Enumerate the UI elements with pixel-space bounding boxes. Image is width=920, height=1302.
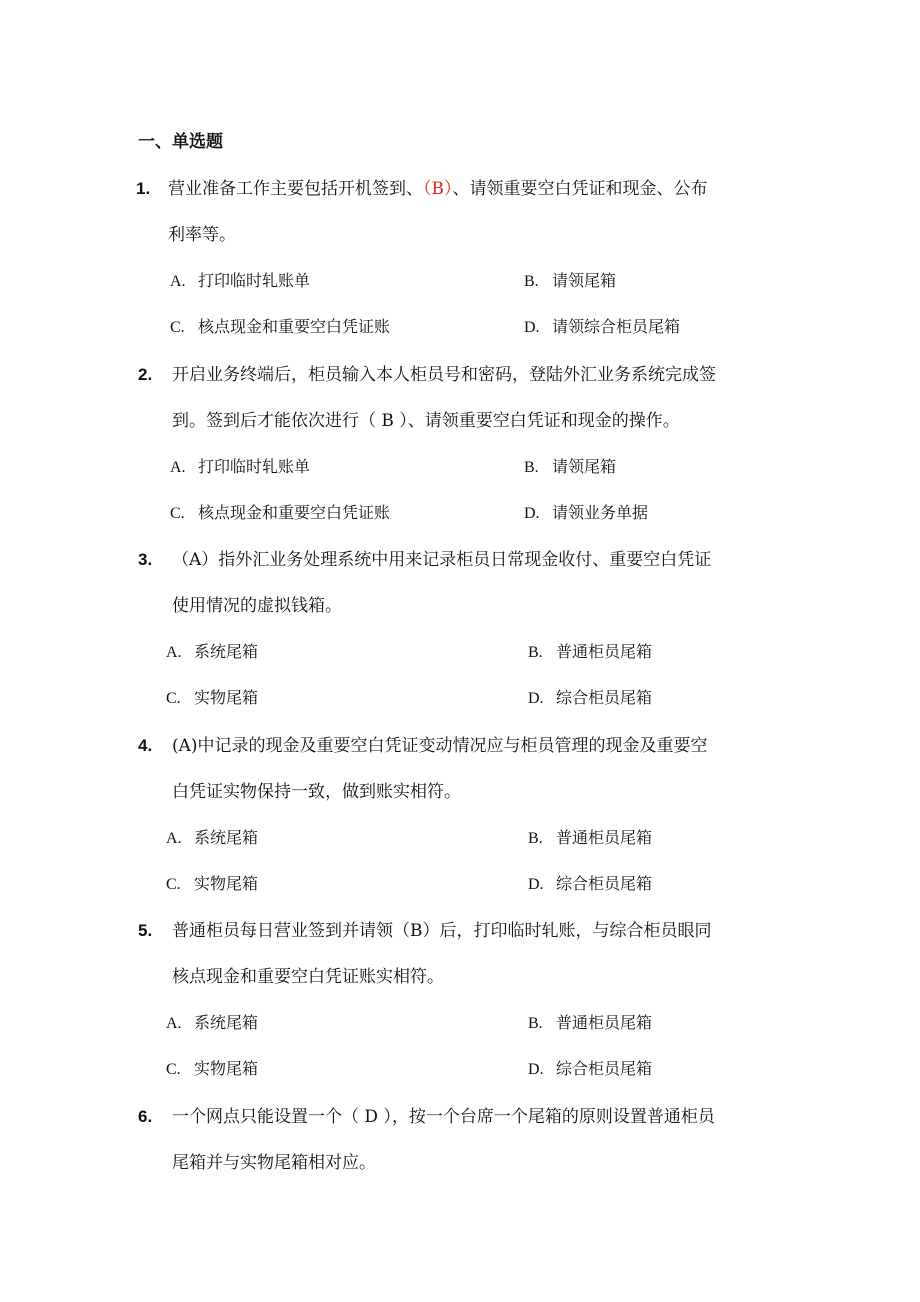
option-text: 普通柜员尾箱 (556, 642, 653, 661)
option-letter: A. (166, 644, 182, 661)
option-b (524, 270, 616, 293)
option-b (524, 456, 616, 479)
option-text: 综合柜员尾箱 (556, 688, 653, 707)
option-text: 普通柜员尾箱 (556, 1013, 653, 1032)
question-number: 3. (138, 550, 153, 569)
option-d (524, 316, 680, 339)
option-text: 实物尾箱 (194, 874, 259, 893)
option-letter: B. (528, 1015, 543, 1032)
option-letter: B. (528, 830, 543, 847)
option-text: 打印临时轧账单 (198, 271, 311, 290)
option-letter: C. (170, 505, 185, 522)
option-letter: A. (170, 273, 186, 290)
section-title: 一、单选题 (138, 132, 223, 152)
option-text: 综合柜员尾箱 (556, 1059, 653, 1078)
question-number: 2. (138, 365, 153, 384)
option-text: 系统尾箱 (194, 642, 259, 661)
option-a (170, 270, 310, 293)
question-number: 4. (138, 736, 153, 755)
option-b (528, 827, 652, 850)
option-a (166, 641, 258, 664)
option-letter: B. (524, 459, 539, 476)
option-text: 请领综合柜员尾箱 (552, 317, 681, 336)
option-letter: D. (524, 319, 540, 336)
question-text-line2: 到。签到后才能依次进行（ B ）、请领重要空白凭证和现金的操作。 (172, 411, 680, 431)
option-text: 综合柜员尾箱 (556, 874, 653, 893)
question-text-line1: 普通柜员每日营业签到并请领（B）后，打印临时轧账，与综合柜员眼同 (172, 921, 712, 941)
question-text-line2: 尾箱并与实物尾箱相对应。 (172, 1153, 376, 1173)
option-b (528, 1012, 652, 1035)
option-d (524, 502, 648, 525)
option-text: 核点现金和重要空白凭证账 (198, 317, 391, 336)
question-text-line2: 使用情况的虚拟钱箱。 (172, 596, 342, 616)
option-a (166, 1012, 258, 1035)
option-text: 核点现金和重要空白凭证账 (198, 503, 391, 522)
option-letter: C. (170, 319, 185, 336)
option-a (170, 456, 310, 479)
option-letter: B. (528, 644, 543, 661)
question-number: 5. (138, 921, 153, 940)
option-letter: A. (170, 459, 186, 476)
option-d (528, 1058, 652, 1081)
option-c (166, 873, 258, 896)
question-text-line2: 核点现金和重要空白凭证账实相符。 (172, 967, 444, 987)
question-number: 6. (138, 1107, 153, 1126)
option-letter: D. (528, 690, 544, 707)
option-text: 实物尾箱 (194, 1059, 259, 1078)
answer-highlight: （B） (423, 179, 453, 199)
option-c (166, 1058, 258, 1081)
option-c (166, 687, 258, 710)
question-text-part: 、请领重要空白凭证和现金、公布 (452, 179, 708, 199)
question-text-line1: 一个网点只能设置一个（ D ），按一个台席一个尾箱的原则设置普通柜员 (172, 1107, 715, 1127)
question-text-line2: 白凭证实物保持一致，做到账实相符。 (172, 782, 461, 802)
question-number: 1. (136, 179, 151, 198)
option-letter: D. (524, 505, 540, 522)
question-text-line1: （A）指外汇业务处理系统中用来记录柜员日常现金收付、重要空白凭证 (172, 550, 712, 570)
option-text: 系统尾箱 (194, 1013, 259, 1032)
option-c (170, 316, 390, 339)
option-letter: A. (166, 830, 182, 847)
option-d (528, 873, 652, 896)
option-b (528, 641, 652, 664)
option-letter: D. (528, 1061, 544, 1078)
question-text-part: 营业准备工作主要包括开机签到、 (168, 179, 423, 199)
option-text: 请领尾箱 (552, 457, 617, 476)
question-text-line1: (A)中记录的现金及重要空白凭证变动情况应与柜员管理的现金及重要空 (172, 736, 708, 756)
option-letter: C. (166, 1061, 181, 1078)
option-letter: C. (166, 876, 181, 893)
option-d (528, 687, 652, 710)
option-c (170, 502, 390, 525)
option-text: 请领尾箱 (552, 271, 617, 290)
option-text: 实物尾箱 (194, 688, 259, 707)
option-letter: A. (166, 1015, 182, 1032)
option-text: 打印临时轧账单 (198, 457, 311, 476)
question-text-line2: 利率等。 (168, 225, 236, 245)
option-letter: B. (524, 273, 539, 290)
option-letter: C. (166, 690, 181, 707)
option-text: 系统尾箱 (194, 828, 259, 847)
question-text-line1: 开启业务终端后，柜员输入本人柜员号和密码，登陆外汇业务系统完成签 (172, 365, 716, 385)
option-a (166, 827, 258, 850)
option-text: 请领业务单据 (552, 503, 649, 522)
question-text-line1 (168, 178, 708, 200)
option-letter: D. (528, 876, 544, 893)
option-text: 普通柜员尾箱 (556, 828, 653, 847)
